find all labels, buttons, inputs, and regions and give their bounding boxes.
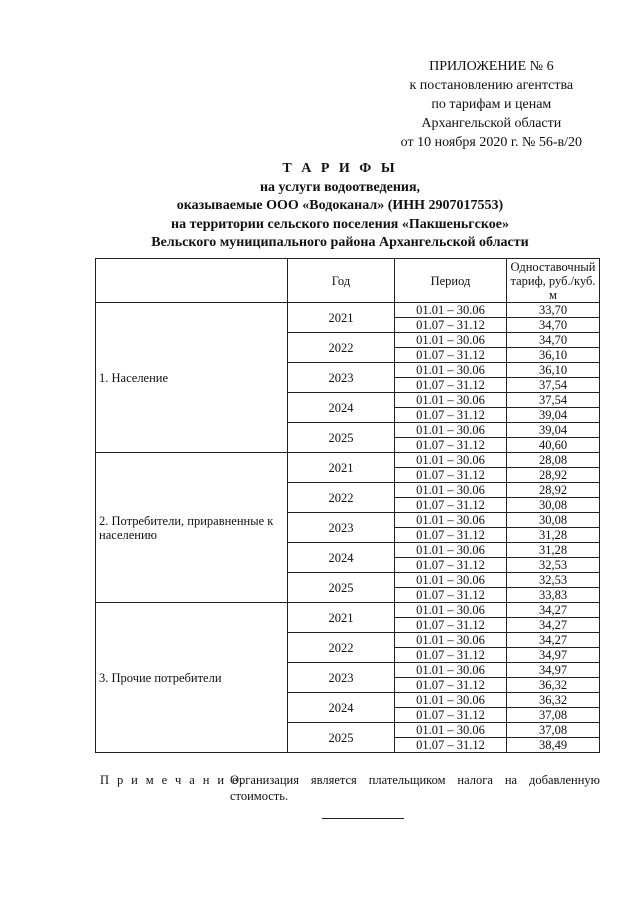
rate-cell: 39,04 [507, 408, 600, 423]
title-heading: Т А Р И Ф Ы [282, 161, 398, 176]
appendix-line: Архангельской области [421, 116, 562, 131]
header-year: Год [288, 259, 395, 303]
rate-cell: 28,92 [507, 483, 600, 498]
category-cell: 3. Прочие потребители [96, 603, 288, 753]
rate-cell: 33,70 [507, 303, 600, 318]
period-cell: 01.07 – 31.12 [395, 678, 507, 693]
rate-cell: 39,04 [507, 423, 600, 438]
year-cell: 2025 [288, 423, 395, 453]
appendix-header [401, 57, 582, 152]
period-cell: 01.07 – 31.12 [395, 378, 507, 393]
period-cell: 01.01 – 30.06 [395, 363, 507, 378]
rate-cell: 37,54 [507, 378, 600, 393]
year-cell: 2023 [288, 663, 395, 693]
rate-cell: 37,08 [507, 708, 600, 723]
rate-cell: 36,32 [507, 678, 600, 693]
note-text: Организация является плательщиком налога на добавленную стоимость. [230, 773, 600, 803]
rate-cell: 33,83 [507, 588, 600, 603]
period-cell: 01.01 – 30.06 [395, 543, 507, 558]
year-cell: 2024 [288, 393, 395, 423]
year-cell: 2022 [288, 633, 395, 663]
closing-rule [322, 818, 404, 819]
document-title [0, 160, 640, 253]
period-cell: 01.07 – 31.12 [395, 318, 507, 333]
rate-cell: 36,10 [507, 363, 600, 378]
title-line: Вельского муниципального района Архангельской области [151, 235, 529, 250]
period-cell: 01.07 – 31.12 [395, 528, 507, 543]
year-cell: 2021 [288, 453, 395, 483]
title-line: на территории сельского поселения «Пакшеньгское» [171, 216, 509, 232]
period-cell: 01.01 – 30.06 [395, 573, 507, 588]
period-cell: 01.07 – 31.12 [395, 708, 507, 723]
rate-cell: 38,49 [507, 738, 600, 753]
period-cell: 01.07 – 31.12 [395, 438, 507, 453]
period-cell: 01.01 – 30.06 [395, 483, 507, 498]
year-cell: 2024 [288, 693, 395, 723]
rate-cell: 34,27 [507, 603, 600, 618]
period-cell: 01.01 – 30.06 [395, 393, 507, 408]
period-cell: 01.01 – 30.06 [395, 513, 507, 528]
rate-cell: 30,08 [507, 513, 600, 528]
year-cell: 2022 [288, 333, 395, 363]
rate-cell: 36,10 [507, 348, 600, 363]
rate-cell: 34,97 [507, 663, 600, 678]
table-row [96, 603, 600, 618]
rate-cell: 31,28 [507, 543, 600, 558]
period-cell: 01.01 – 30.06 [395, 453, 507, 468]
appendix-number: ПРИЛОЖЕНИЕ № 6 [429, 59, 554, 74]
rate-cell: 34,70 [507, 333, 600, 348]
rate-cell: 28,08 [507, 453, 600, 468]
period-cell: 01.07 – 31.12 [395, 408, 507, 423]
table-header-row [96, 259, 600, 303]
period-cell: 01.07 – 31.12 [395, 468, 507, 483]
title-line: оказываемые ООО «Водоканал» (ИНН 2907017553) [176, 198, 504, 213]
table-row [96, 453, 600, 468]
period-cell: 01.01 – 30.06 [395, 603, 507, 618]
period-cell: 01.07 – 31.12 [395, 558, 507, 573]
rate-cell: 32,53 [507, 558, 600, 573]
note-label: П р и м е ч а н и е. [100, 773, 246, 787]
year-cell: 2022 [288, 483, 395, 513]
period-cell: 01.01 – 30.06 [395, 333, 507, 348]
period-cell: 01.01 – 30.06 [395, 423, 507, 438]
period-cell: 01.01 – 30.06 [395, 663, 507, 678]
rate-cell: 40,60 [507, 438, 600, 453]
period-cell: 01.07 – 31.12 [395, 618, 507, 633]
header-category [96, 259, 288, 303]
rate-cell: 32,53 [507, 573, 600, 588]
rate-cell: 36,32 [507, 693, 600, 708]
period-cell: 01.01 – 30.06 [395, 303, 507, 318]
rate-cell: 34,27 [507, 618, 600, 633]
header-period: Период [395, 259, 507, 303]
appendix-line: по тарифам и ценам [431, 97, 552, 112]
rate-cell: 31,28 [507, 528, 600, 543]
title-line: на услуги водоотведения, [259, 179, 421, 195]
period-cell: 01.07 – 31.12 [395, 498, 507, 513]
table-row [96, 303, 600, 318]
year-cell: 2025 [288, 723, 395, 753]
rate-cell: 37,08 [507, 723, 600, 738]
rate-cell: 37,54 [507, 393, 600, 408]
period-cell: 01.01 – 30.06 [395, 693, 507, 708]
rate-cell: 30,08 [507, 498, 600, 513]
period-cell: 01.07 – 31.12 [395, 648, 507, 663]
rate-cell: 34,27 [507, 633, 600, 648]
year-cell: 2024 [288, 543, 395, 573]
rate-cell: 28,92 [507, 468, 600, 483]
appendix-date: от 10 ноября 2020 г. № 56-в/20 [400, 135, 582, 150]
category-cell: 1. Население [96, 303, 288, 453]
period-cell: 01.07 – 31.12 [395, 588, 507, 603]
period-cell: 01.07 – 31.12 [395, 348, 507, 363]
year-cell: 2021 [288, 603, 395, 633]
category-cell: 2. Потребители, приравненные к населению [96, 453, 288, 603]
year-cell: 2025 [288, 573, 395, 603]
rate-cell: 34,97 [507, 648, 600, 663]
rate-cell: 34,70 [507, 318, 600, 333]
header-rate: Одноставочный тариф, руб./куб. м [507, 259, 600, 303]
tariff-table [95, 258, 600, 753]
year-cell: 2023 [288, 513, 395, 543]
period-cell: 01.01 – 30.06 [395, 723, 507, 738]
table-body [96, 303, 600, 753]
year-cell: 2023 [288, 363, 395, 393]
year-cell: 2021 [288, 303, 395, 333]
period-cell: 01.01 – 30.06 [395, 633, 507, 648]
period-cell: 01.07 – 31.12 [395, 738, 507, 753]
appendix-line: к постановлению агентства [409, 78, 574, 93]
